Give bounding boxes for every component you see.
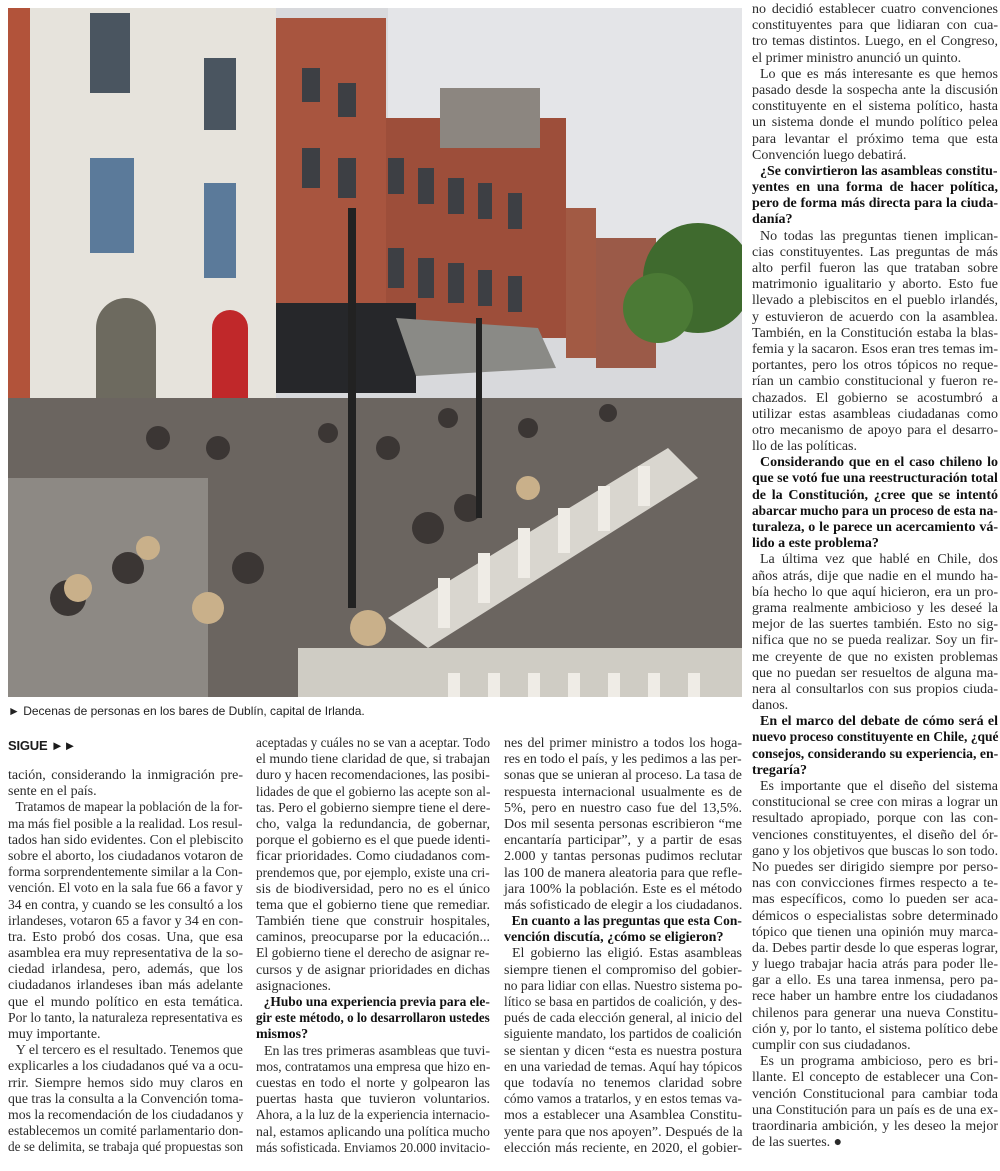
text-line: sente en el país.: [8, 784, 97, 800]
paragraph: [504, 946, 742, 1156]
text-line: ¿Hubo una experiencia previa para ele-: [263, 995, 490, 1010]
continued-marker: SIGUE ►►: [8, 738, 77, 753]
photo-caption: ► Decenas de personas en los bares de Dublín, capital de Irlanda.: [8, 704, 365, 718]
text-line: No todas las preguntas tienen implican-: [760, 228, 998, 244]
text-line: danía?: [752, 212, 793, 228]
text-line: que todavía no tenemos claridad sobre: [504, 1075, 742, 1091]
text-line: démicos o especialistas sobre determinado: [752, 908, 998, 924]
text-line: tra. Esto probó dos cosas. Una, que esa: [8, 929, 243, 945]
text-line: mos, contratamos una empresa que hizo en-: [256, 1059, 491, 1075]
text-line: alto perfil fueron las que trataban sobre: [752, 261, 998, 276]
text-line: mos a establecer una Asamblea Constitu-: [504, 1108, 742, 1124]
text-line: rrir. Siempre hemos sido muy claros en: [8, 1075, 243, 1091]
text-line: mos la recomendación de los ciudadanos y: [8, 1107, 244, 1123]
text-line: Tratamos de mapear la población de la for-: [15, 800, 243, 816]
text-line: ¿Se convirtieron las asambleas constitu-: [759, 163, 998, 179]
text-line: resultado apropiado, porque con las con-: [752, 811, 998, 827]
text-line: duro y hacen recomendaciones, las posibi-: [256, 768, 490, 784]
text-line: años atrás, dije que nadie en el mundo ha-: [752, 568, 998, 584]
text-line: y luego trabajar hacia atrás para poder lle-: [752, 957, 998, 973]
text-line: pués de cada elección general, al inicio del: [504, 1011, 743, 1027]
text-line: encantaría participar”, y a partir de esas: [504, 833, 742, 849]
text-line: nifica que no se pueda realizar. Soy un fir-: [752, 633, 998, 649]
text-line: establecemos un comité parlamentario don-: [8, 1124, 244, 1140]
text-line: sobre el aborto, los ciudadanos votaron de: [8, 848, 244, 864]
interview-question: [752, 455, 998, 552]
text-line: pasado desde la sospecha ante la discusión: [752, 82, 998, 98]
text-line: da. Debes partir desde lo que esperas lograr,: [752, 940, 999, 956]
text-line: vención Constitucional para cambiar toda: [752, 1086, 998, 1102]
text-line: ción y, por lo tanto, el sistema político debe: [752, 1021, 998, 1037]
paragraph: [752, 229, 998, 456]
text-line: porque el gobierno es el que puede identi-: [256, 833, 491, 849]
text-line: matrimonio igualitario y aborto. Esto fue: [752, 277, 998, 293]
text-line: cho, valga la redundancia, de gobernar,: [256, 816, 490, 832]
text-line: que se votó fue una reestructuración total: [752, 471, 998, 487]
text-line: abarcar mucho para un proceso de esta na-: [752, 503, 998, 519]
text-line: un sistema donde el mundo político pelea: [752, 115, 998, 131]
text-line: que no puedan ser resueltos de alguna ma-: [752, 665, 998, 681]
text-line: tregaría?: [752, 762, 807, 778]
interview-question: [504, 914, 742, 946]
paragraph: [752, 779, 998, 1054]
paragraph: [504, 736, 742, 914]
text-line: Convención luego debatirá.: [752, 147, 907, 163]
paragraph: [256, 1044, 490, 1157]
paragraph: [8, 768, 243, 800]
text-line: tados han sido evidentes. Con el plebiscito: [8, 832, 244, 848]
text-line: que tras la consulta a la Convención toma-: [8, 1091, 244, 1107]
text-line: de las suertes. ●: [752, 1135, 843, 1151]
text-line: rece haber un hambre entre los ciudadanos: [752, 989, 998, 1005]
text-line: Considerando que en el caso chileno lo: [760, 455, 998, 471]
paragraph: [752, 2, 998, 67]
text-line: respuesta internacional usualmente es de: [504, 784, 742, 800]
text-line: de se delimita, se trabaja qué propuestas son: [8, 1140, 244, 1156]
text-line: Y el tercero es el resultado. Tenemos que: [15, 1043, 243, 1059]
paragraph: [8, 800, 243, 1043]
text-line: yentes en una forma de hacer política,: [752, 180, 998, 196]
text-line: elección más reciente, en 2020, el gobier-: [504, 1140, 742, 1156]
text-line: forma sorprendentemente similar a la Con-: [8, 865, 243, 881]
text-line: llante. El concepto de establecer una Con-: [752, 1070, 998, 1086]
text-line: más sofisticada. Enviamos 20.000 invitacio-: [256, 1140, 491, 1156]
text-line: explicarles a los ciudadanos qué va a ocu-: [8, 1059, 244, 1075]
text-line: el primer ministro anunció un quinto.: [752, 50, 962, 66]
text-line: lido a este problema?: [752, 536, 879, 552]
text-line: No puedes ser dirigido siempre por perso-: [752, 859, 998, 875]
paragraph: [8, 1043, 243, 1156]
text-line: cumplir con sus ciudadanos.: [752, 1038, 911, 1053]
text-line: en una variedad de temas. Aquí hay tópicos: [504, 1059, 743, 1075]
text-line: nes del primer ministro a todos los hoga-: [504, 736, 742, 751]
paragraph: [256, 736, 490, 995]
text-line: res en todo el país, y les pedimos a las per-: [504, 752, 742, 768]
text-line: Por lo tanto, la naturaleza representativa es: [8, 1010, 243, 1026]
text-line: mejor de las suertes también. Esto no sig-: [752, 617, 998, 633]
text-line: danos.: [752, 698, 789, 714]
text-line: bía hecho lo que aquí hicieron, era un pro-: [752, 584, 998, 600]
text-line: turaleza, o le parece un acercamiento vá-: [752, 520, 998, 535]
text-line: yente para que nos apoyen”. Después de la: [504, 1124, 743, 1140]
text-line: de la Constitución, ¿cree que se intentó: [752, 487, 998, 503]
text-line: En el marco del debate de cómo será el: [760, 714, 998, 730]
interview-question: [256, 995, 490, 1044]
text-line: traordinaria ambición, y les deseo la mejor: [752, 1118, 998, 1134]
text-line: vención. El voto en la sala fue 66 a favor y: [8, 881, 243, 897]
text-line: muy importante.: [8, 1027, 101, 1042]
text-line: gir este método, o lo desarrollaron ustedes: [256, 1011, 490, 1027]
text-line: tación, considerando la inmigración pre-: [8, 768, 243, 783]
text-line: pero de forma más directa para la ciuda-: [752, 196, 998, 212]
text-line: prendemos que, por ejemplo, existe una cri-: [256, 865, 490, 881]
text-line: 34 en contra, y cuando se les consultó a los: [8, 897, 243, 913]
text-line: tas. Pero el gobierno siempre tiene el dere-: [256, 800, 491, 816]
text-line: portantes, pero los otros tópicos no reque-: [752, 358, 998, 374]
text-line: constituyente en el sistema político, hasta: [752, 99, 998, 115]
text-line: sis de biodiversidad, pero no es el único: [256, 881, 490, 897]
text-line: aceptadas y cuáles no se van a aceptar. Todo: [256, 736, 491, 751]
text-line: vención discutía, ¿cómo se eligieron?: [504, 930, 724, 946]
text-line: más sofisticado de elegir a los ciudadanos.: [504, 897, 743, 913]
text-line: El gobierno tiene el derecho de asignar re-: [256, 946, 490, 962]
text-line: siempre tienen el compromiso del gobier-: [504, 962, 742, 978]
text-line: constituyentes para que lidiaran con cua-: [752, 18, 998, 34]
text-line: caminos, preocuparse por la educación...: [256, 930, 490, 946]
text-line: nas con convicciones firmes respecto a te-: [752, 876, 998, 892]
text-line: irlandeses, votaron 65 a favor y 34 en con-: [8, 913, 244, 929]
interview-question: [752, 714, 998, 779]
text-line: chazados. El gobierno se acostumbró a: [752, 390, 998, 406]
interview-question: [752, 164, 998, 229]
text-line: que el mundo político en esta temática.: [8, 994, 243, 1010]
paragraph: [752, 552, 998, 714]
text-line: se sientan y dicen “esta es nuestra postura: [504, 1043, 742, 1059]
text-line: gar a ello. Es una tarea inmensa, pero pa-: [752, 973, 998, 989]
text-line: ciedad irlandesa, pero, además, que los: [8, 962, 243, 978]
text-line: una Constitución para un país es de una ex-: [752, 1102, 998, 1118]
text-line: tro temas distintos. Luego, en el Congreso,: [752, 34, 998, 50]
text-line: cursos y de asignar prioridades en dichas: [256, 962, 490, 978]
text-line: Es un programa ambicioso, pero es bri-: [760, 1054, 998, 1070]
text-line: ficar prioridades. Como ciudadanos com-: [256, 849, 490, 865]
text-line: En cuanto a las preguntas que esta Con-: [511, 914, 742, 930]
text-line: 5%, pero en nuestro caso fue del 13,5%.: [504, 800, 742, 816]
text-line: También, en la Constitución estaba la blas-: [752, 325, 998, 341]
text-line: consejos, considerando su experiencia, en-: [752, 746, 999, 762]
text-line: las 100 de manera aleatoria para que refle-: [504, 865, 743, 881]
text-line: Ahora, a la luz de la experiencia internacio-: [256, 1108, 490, 1124]
text-line: nera al consultarlos con sus propios ciuda-: [752, 681, 998, 697]
text-line: y estuvieron de acuerdo con la asamblea.: [752, 309, 998, 325]
text-line: asignaciones.: [256, 978, 332, 994]
text-line: otro mecanismo de apoyo para el desarro-: [752, 422, 998, 438]
photo-illustration: [8, 8, 742, 697]
paragraph: [752, 1054, 998, 1151]
text-line: 2.000 y tantas personas pudimos reclutar: [504, 849, 742, 865]
text-line: el mundo tiene claridad de que, si trabajan: [256, 752, 491, 768]
text-line: para levantar el próximo tema que esta: [752, 131, 998, 147]
text-line: utilizar estas asambleas ciudadanas como: [752, 406, 998, 422]
text-line: grama realmente ambicioso y les deseé la: [752, 600, 998, 616]
text-line: venciones constituyentes, el diseño del ór-: [752, 827, 998, 843]
text-line: lidades de que el gobierno las acepte son al-: [256, 784, 491, 800]
text-line: sonas que se unieran al proceso. La tasa de: [504, 768, 742, 784]
text-line: ciudadanos irlandeses iban más adelante: [8, 978, 243, 994]
text-line: lítico se basa en partidos de coalición, y des-: [504, 995, 742, 1010]
text-line: constitucional se cree con miras a lograr un: [752, 795, 998, 811]
text-line: jara 100% la población. Este es el método: [504, 881, 742, 897]
paragraph: [752, 67, 998, 164]
text-line: Dos mil sesenta personas escribieron “me: [504, 816, 742, 832]
text-line: tema que el gobierno tiene que remediar.: [256, 897, 490, 913]
text-line: tópico que tienen una opinión muy marca-: [752, 924, 998, 940]
text-line: llevado a plebiscitos en el pueblo irlandés,: [752, 293, 998, 309]
text-line: asamblea era muy representativa de la so-: [8, 946, 243, 962]
text-line: cómo vamos a tratarlos, y en estos temas va-: [504, 1092, 742, 1108]
text-line: mismos?: [256, 1027, 309, 1043]
text-line: ma más fiel posible a la realidad. Los resul-: [8, 816, 243, 832]
text-line: siguiente mandato, los partidos de coalición: [504, 1027, 742, 1043]
text-line: puertas hasta que tuvieron voluntarios.: [256, 1092, 490, 1108]
article-column-2: [256, 736, 490, 1157]
text-line: rían un cambio constitucional y fueron re-: [752, 374, 998, 390]
text-line: me creyente de que no existen problemas: [752, 649, 998, 665]
text-line: nuevo proceso constituyente en Chile, ¿qué: [752, 730, 999, 746]
text-line: Es importante que el diseño del sistema: [760, 779, 998, 794]
text-line: gano y los objetivos que buscas lo son todo.: [752, 843, 999, 859]
text-line: El gobierno las eligió. Estas asambleas: [512, 946, 742, 962]
article-column-right: [752, 2, 998, 1151]
text-line: También tiene que construir hospitales,: [256, 914, 490, 930]
text-line: no decidió establecer cuatro convenciones: [752, 2, 998, 17]
article-column-3: [504, 736, 742, 1157]
text-line: La última vez que hablé en Chile, dos: [760, 552, 998, 568]
text-line: cuestas en todo el norte y golpearon las: [256, 1075, 490, 1091]
article-photo-dublin-street: [8, 8, 742, 697]
text-line: mas específicos, como lo pueden ser aca-: [752, 892, 998, 908]
text-line: chilenos para generar una nueva Constitu-: [752, 1005, 998, 1021]
text-line: cias constituyentes. Las preguntas de más: [752, 244, 998, 260]
text-line: llo de las políticas.: [752, 439, 857, 455]
text-line: no para lidiar con ellas. Nuestro sistema po-: [504, 978, 743, 994]
text-line: nal, estamos aplicando una política mucho: [256, 1124, 490, 1140]
article-column-1: [8, 768, 243, 1157]
text-line: femia y la sacaron. Esos eran tres temas im-: [752, 341, 999, 357]
text-line: Lo que es más interesante es que hemos: [760, 66, 998, 82]
text-line: En las tres primeras asambleas que tuvi-: [264, 1043, 490, 1059]
